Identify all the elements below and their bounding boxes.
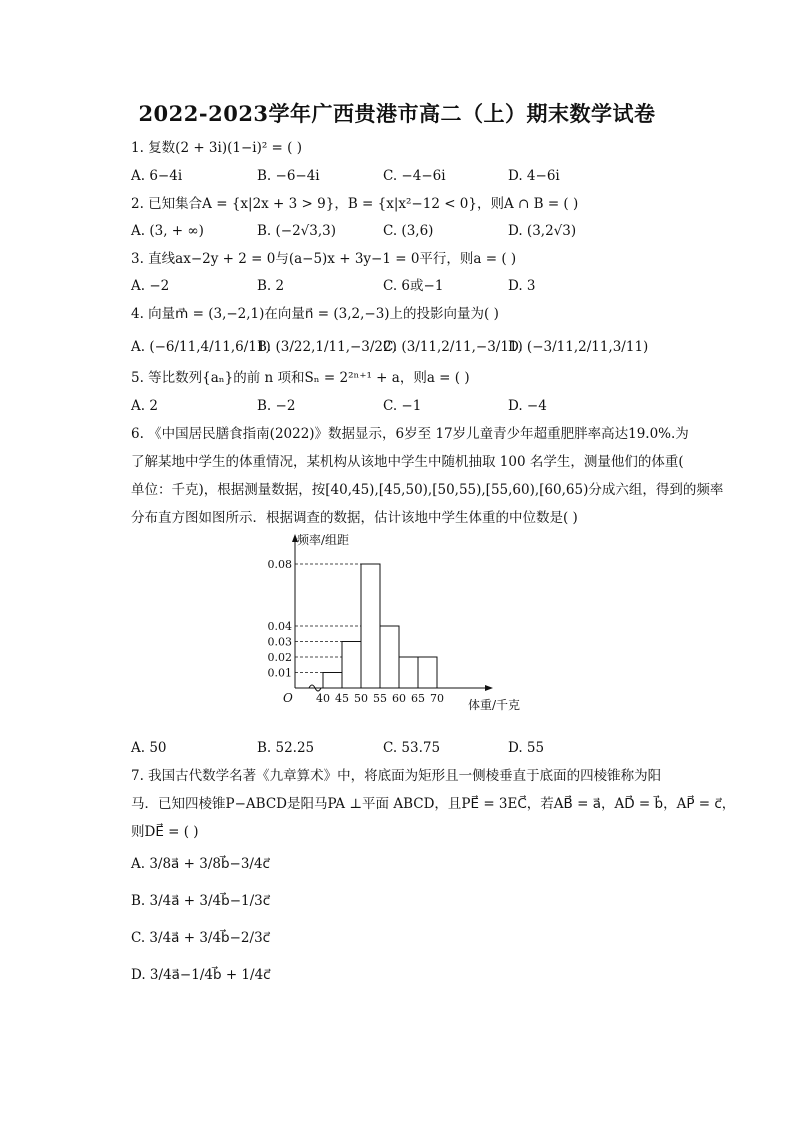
question-4-stem: 4. 向量m⃗ = (3,−2,1)在向量n⃗ = (3,2,−3)上的投影向量为( ) [131,306,499,322]
q3-option-d: D. 3 [508,278,536,294]
q1-option-d: D. 4−6i [508,168,560,184]
y-tick-label: 0.01 [267,666,292,680]
q7-option-d: D. 3/4a⃗−1/4b⃗ + 1/4c⃗ [131,967,271,983]
question-5-stem: 5. 等比数列{aₙ}的前 n 项和Sₙ = 2²ⁿ⁺¹ + a，则a = ( ) [131,370,470,386]
x-axis-arrow [485,685,493,691]
x-tick-label: 55 [373,692,387,705]
x-tick-label: 45 [335,692,349,705]
q1-option-a: A. 6−4i [131,168,183,184]
q4-option-c: C. (3/11,2/11,−3/11) [383,339,523,355]
q2-option-a: A. (3, + ∞) [131,223,204,239]
frequency-histogram [255,530,545,720]
question-6-line-4: 分布直方图如图所示．根据调查的数据，估计该地中学生体重的中位数是( ) [131,510,578,526]
x-tick-label: 50 [354,692,368,705]
question-6-line-1: 6. 《中国居民膳食指南(2022)》数据显示，6岁至 17岁儿童青少年超重肥胖率高达19.0%.为 [131,426,689,442]
x-tick-label: 40 [316,692,330,705]
question-6-line-2: 了解某地中学生的体重情况，某机构从该地中学生中随机抽取 100 名学生，测量他们的体重( [131,454,684,470]
q1-option-c: C. −4−6i [383,168,446,184]
histogram-bar [342,642,361,689]
q4-option-d: D. (−3/11,2/11,3/11) [508,339,649,355]
origin-label: O [283,691,293,705]
q4-option-b: B. (3/22,1/11,−3/22) [257,339,397,355]
y-tick-label: 0.08 [267,558,292,571]
y-tick-label: 0.02 [267,651,292,664]
q6-option-c: C. 53.75 [383,740,441,756]
q5-option-b: B. −2 [257,398,296,414]
question-7-line-3: 则DE⃗ = ( ) [131,824,199,840]
question-7-line-2: 马．已知四棱锥P−ABCD是阳马PA ⊥平面 ABCD，且PE⃗ = 3EC⃗，若AB⃗ = a⃗，AD⃗ = b⃗，AP⃗ = c⃗， [131,796,736,812]
q1-option-b: B. −6−4i [257,168,320,184]
question-7-line-1: 7. 我国古代数学名著《九章算术》中，将底面为矩形且一侧棱垂直于底面的四棱锥称为阳 [131,768,662,784]
q2-option-c: C. (3,6) [383,223,434,239]
q6-option-a: A. 50 [131,740,167,756]
q5-option-c: C. −1 [383,398,422,414]
y-tick-label: 0.03 [267,635,292,649]
q7-option-b: B. 3/4a⃗ + 3/4b⃗−1/3c⃗ [131,893,271,909]
q4-option-a: A. (−6/11,4/11,6/11) [131,339,271,355]
question-1-stem: 1. 复数(2 + 3i)(1−i)² = ( ) [131,140,302,156]
x-axis-label: 体重/千克 [468,698,521,712]
question-2-stem: 2. 已知集合A = {x|2x + 3 > 9}，B = {x|x²−12 < 0}，则A ∩ B = ( ) [131,196,579,212]
question-6-line-3: 单位：千克)，根据测量数据，按[40,45),[45,50),[50,55),[55,60),[60,65)分成六组，得到的频率 [131,482,724,498]
x-tick-label: 65 [411,692,425,705]
histogram-bar [418,657,437,688]
q2-option-d: D. (3,2√3) [508,223,577,239]
q3-option-c: C. 6或−1 [383,278,444,294]
histogram-bar [380,626,399,688]
question-3-stem: 3. 直线ax−2y + 2 = 0与(a−5)x + 3y−1 = 0平行，则a = ( ) [131,251,517,267]
q7-option-a: A. 3/8a⃗ + 3/8b⃗−3/4c⃗ [131,856,270,872]
q5-option-a: A. 2 [131,398,158,414]
histogram-bar [323,673,342,689]
y-tick-label: 0.04 [267,620,292,633]
page-title: 2022-2023学年广西贵港市高二（上）期末数学试卷 [138,101,656,126]
q5-option-d: D. −4 [508,398,547,414]
q2-option-b: B. (−2√3,3) [257,223,337,239]
q6-option-d: D. 55 [508,740,545,756]
y-axis-label: 频率/组距 [297,533,350,547]
x-tick-label: 70 [430,692,444,705]
x-tick-label: 60 [392,692,406,705]
q3-option-b: B. 2 [257,278,285,294]
q7-option-c: C. 3/4a⃗ + 3/4b⃗−2/3c⃗ [131,930,271,946]
histogram-bar [399,657,418,688]
q3-option-a: A. −2 [131,278,170,294]
histogram-bar [361,564,380,688]
q6-option-b: B. 52.25 [257,740,315,756]
